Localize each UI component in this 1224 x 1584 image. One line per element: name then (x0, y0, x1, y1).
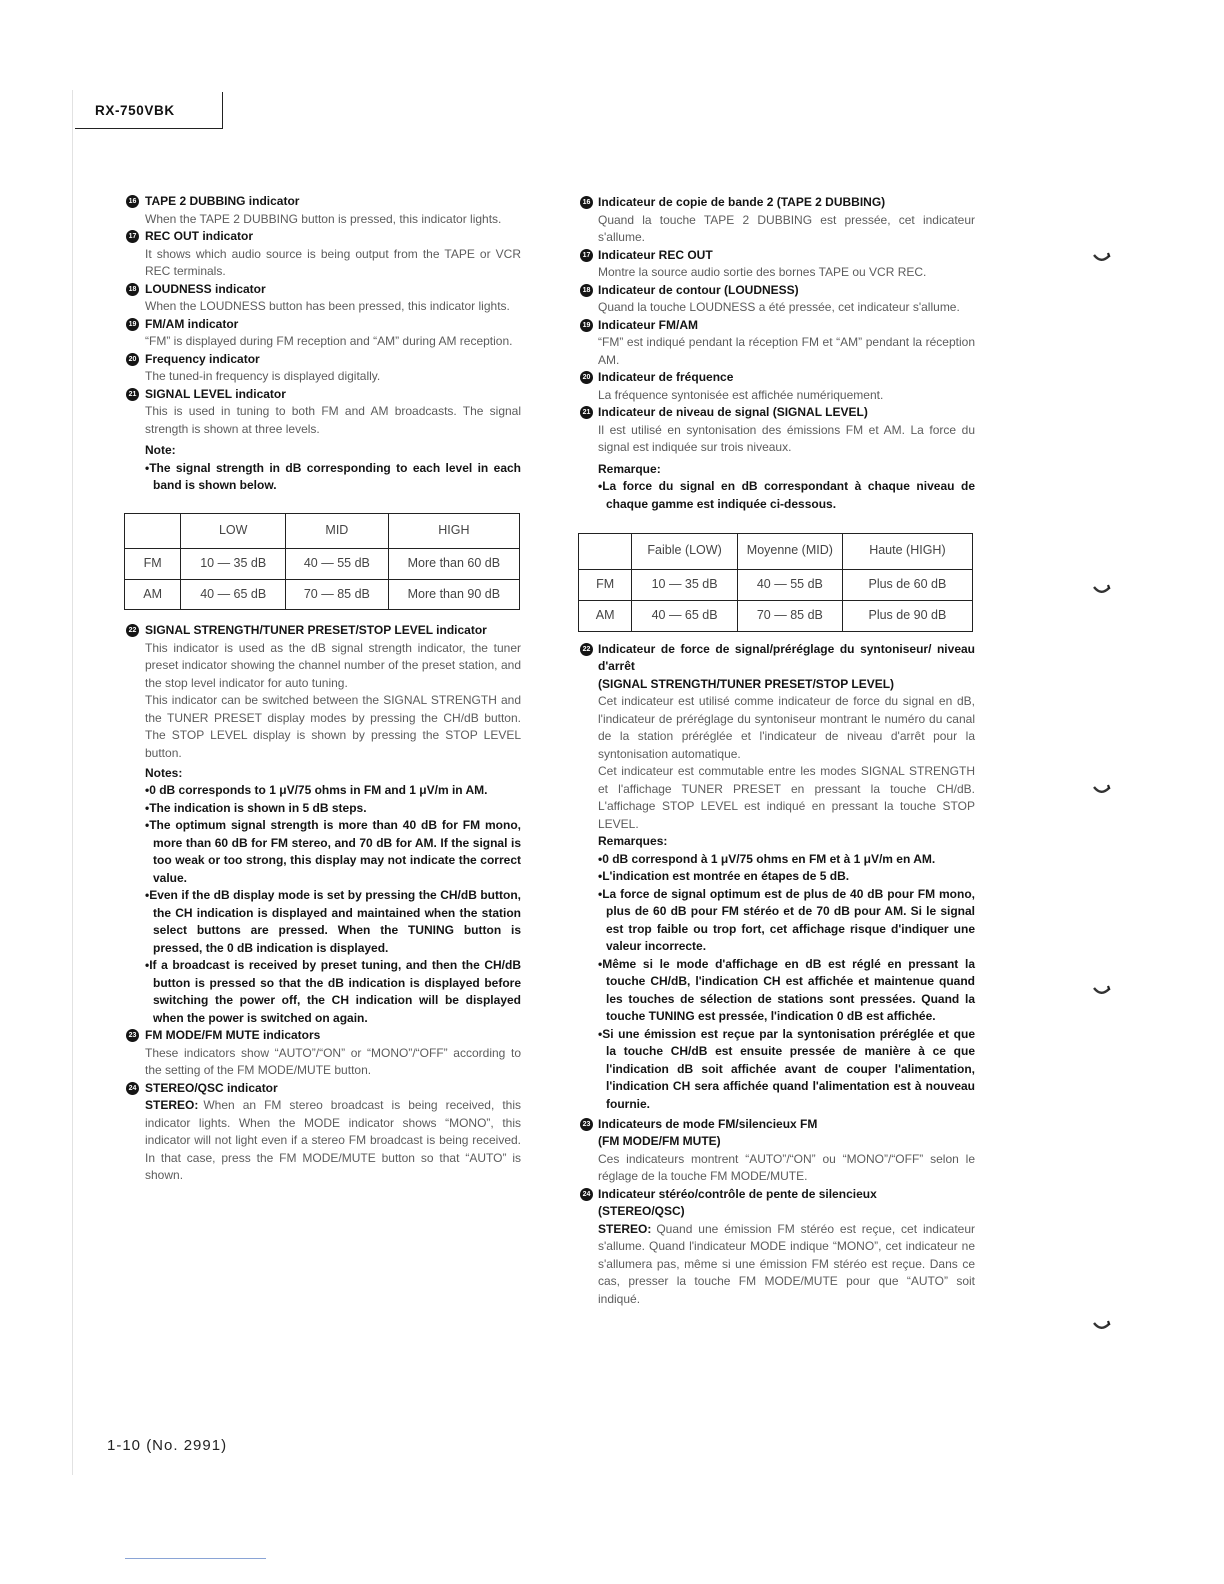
item-22 (128, 622, 521, 1027)
table-row (579, 569, 973, 600)
binder-hole-mark (1092, 784, 1112, 796)
binder-hole-mark (1092, 985, 1112, 997)
page-number: 1-10 (No. 2991) (107, 1437, 228, 1454)
table-row-label: FM (579, 569, 632, 600)
table-corner-cell (579, 533, 632, 569)
table-row-label: AM (579, 600, 632, 631)
english-column (128, 193, 521, 1185)
item-heading (582, 1116, 975, 1134)
item-description: Il est utilisé en syntonisation des émissions FM et AM. La force du signal est indiquée sur trois niveaux. (598, 422, 975, 454)
item-title: SIGNAL LEVEL indicator (145, 386, 286, 401)
table-cell: 40 — 65 dB (181, 580, 286, 610)
item-heading (582, 1186, 975, 1204)
table-row (579, 600, 973, 631)
table-header-cell: HIGH (388, 514, 519, 549)
item-title: FM MODE/FM MUTE indicators (145, 1028, 321, 1042)
signal-level-table (124, 513, 520, 610)
item-description: This indicator is used as the dB signal strength indicator, the tuner preset indicator showing the channel number of the preset station, and the stop level indicator for auto tuning. (145, 640, 521, 690)
table-cell: More than 90 dB (388, 580, 519, 610)
item-description: “FM” is displayed during FM reception and “AM” during AM reception. (145, 334, 513, 348)
table-cell: Plus de 90 dB (842, 600, 972, 631)
item-heading (582, 404, 975, 422)
item-heading (582, 641, 975, 676)
item-description: These indicators show “AUTO”/“ON” or “MONO”/“OFF” according to the setting of the FM MODE/MUTE button. (145, 1045, 521, 1077)
page-edge-rule (72, 90, 73, 1475)
circled-number: 20 (126, 353, 139, 366)
table-row-label: FM (125, 549, 181, 580)
item-20 (128, 351, 521, 386)
table-cell: Plus de 60 dB (842, 569, 972, 600)
item-heading (582, 247, 975, 265)
circled-number: 24 (126, 1082, 139, 1095)
note-bullet: •The optimum signal strength is more than 40 dB for FM mono, more than 60 dB for FM stereo, and 70 dB for AM. If the signal is too weak or too strong, this display may not indicate the correct value. (145, 818, 521, 885)
item-heading (128, 316, 521, 334)
item-subtitle: (SIGNAL STRENGTH/TUNER PRESET/STOP LEVEL) (598, 676, 895, 691)
item-description: La fréquence syntonisée est affichée numériquement. (598, 387, 884, 402)
note-bullet: •If a broadcast is received by preset tuning, and then the CH/dB button is pressed so that the dB indication is displayed before switching the power off, the CH indication will be displayed when the power is switched on again. (145, 958, 521, 1025)
table-cell: 70 — 85 dB (286, 580, 389, 610)
circled-number: 19 (580, 319, 593, 332)
table-header-row (125, 514, 520, 549)
circled-number: 18 (126, 283, 139, 296)
item-title: TAPE 2 DUBBING indicator (145, 194, 300, 208)
item-heading (128, 386, 521, 404)
item-description: Ces indicateurs montrent “AUTO”/“ON” ou “MONO”/“OFF” selon le réglage de la touche FM MODE/MUTE. (598, 1151, 975, 1183)
item-subtitle: (FM MODE/FM MUTE) (598, 1134, 721, 1148)
item-20 (582, 369, 975, 404)
note-bullet: •0 dB corresponds to 1 μV/75 ohms in FM and 1 μV/m in AM. (145, 783, 488, 797)
item-title: SIGNAL STRENGTH/TUNER PRESET/STOP LEVEL indicator (145, 623, 487, 637)
bottom-rule (125, 1558, 266, 1559)
item-title: Indicateur REC OUT (598, 247, 713, 262)
table-corner-cell (125, 514, 181, 549)
item-title: Indicateur de fréquence (598, 370, 734, 384)
item-heading (128, 281, 521, 299)
item-title: Indicateur de contour (LOUDNESS) (598, 282, 799, 297)
circled-number: 18 (580, 284, 593, 297)
note-bullet: •Even if the dB display mode is set by pressing the CH/dB button, the CH indication is displayed and maintained when the station select buttons are pressed. When the TUNING button is pressed, the 0 dB indication is displayed. (145, 888, 521, 955)
item-16 (582, 194, 975, 247)
table-header-cell: Haute (HIGH) (842, 533, 972, 569)
notes-label: Notes: (145, 765, 183, 780)
item-description: This indicator can be switched between the SIGNAL STRENGTH and the TUNER PRESET display modes by pressing the CH/dB button. The STOP LEVEL display is shown by pressing the STOP LEVEL button. (145, 693, 521, 760)
item-title: Indicateur FM/AM (598, 317, 699, 332)
item-description: It shows which audio source is being output from the TAPE or VCR REC terminals. (145, 246, 521, 278)
note-label: Remarque: (598, 461, 661, 476)
signal-level-table (578, 533, 973, 632)
circled-number: 17 (580, 249, 593, 262)
item-description: When the TAPE 2 DUBBING button is pressed, this indicator lights. (145, 211, 502, 226)
item-heading (582, 194, 975, 212)
item-heading (128, 351, 521, 369)
item-heading (128, 1027, 521, 1045)
stereo-text: When an FM stereo broadcast is being received, this indicator lights. When the MODE indicator shows “MONO”, this indicator will not light even if a stereo FM broadcast is being received. In that case, press the FM MODE/MUTE button so that “AUTO” is shown. (145, 1098, 521, 1182)
stereo-label: STEREO: (598, 1221, 652, 1236)
note-bullet: •Si une émission est reçue par la syntonisation préréglée et que la touche CH/dB est ensuite pressée de manière à ce que l'indication dB soit affichée avant de couper l'alimentation, l'indication CH sera affichée quand l'alimentation est à nouveau fournie. (598, 1026, 975, 1111)
item-title: Indicateur de force de signal/préréglage du syntoniseur/ niveau d'arrêt (598, 641, 975, 673)
item-title: Indicateurs de mode FM/silencieux FM (598, 1116, 818, 1131)
item-24 (582, 1186, 975, 1309)
item-23 (582, 1116, 975, 1186)
item-18 (582, 282, 975, 317)
note-bullet: •The signal strength in dB corresponding to each level in each band is shown below. (145, 460, 521, 492)
note-label: Note: (145, 443, 176, 457)
item-description (145, 1097, 521, 1185)
item-title: Indicateur de copie de bande 2 (TAPE 2 DUBBING) (598, 195, 886, 209)
item-17 (128, 228, 521, 281)
item-18 (128, 281, 521, 316)
item-16 (128, 193, 521, 228)
stereo-label: STEREO: (145, 1098, 199, 1112)
table-header-cell: LOW (181, 514, 286, 549)
circled-number: 23 (580, 1118, 593, 1131)
item-description: Cet indicateur est utilisé comme indicateur de force du signal en dB, l'indicateur de préréglage du syntoniseur montrant le numéro du canal de la station préréglée et l'indicateur de niveau d'arrêt pour la syntonisation automatique. (598, 694, 975, 761)
item-description: This is used in tuning to both FM and AM broadcasts. The signal strength is shown at three levels. (145, 404, 521, 436)
table-header-cell: MID (286, 514, 389, 549)
item-title: FM/AM indicator (145, 316, 239, 331)
item-title: STEREO/QSC indicator (145, 1080, 278, 1095)
note-bullet: •L'indication est montrée en étapes de 5 dB. (598, 869, 850, 883)
table-cell: More than 60 dB (388, 549, 519, 580)
circled-number: 22 (580, 643, 593, 656)
circled-number: 22 (126, 624, 139, 637)
table-cell: 10 — 35 dB (181, 549, 286, 580)
table-cell: 70 — 85 dB (737, 600, 842, 631)
binder-hole-mark (1092, 584, 1112, 596)
item-title: Indicateur stéréo/contrôle de pente de silencieux (598, 1186, 877, 1201)
item-heading (128, 1080, 521, 1098)
item-description: When the LOUDNESS button has been pressed, this indicator lights. (145, 299, 510, 313)
item-title: REC OUT indicator (145, 229, 254, 243)
item-19 (582, 317, 975, 370)
item-heading (128, 228, 521, 246)
table-header-cell: Faible (LOW) (632, 533, 738, 569)
circled-number: 24 (580, 1188, 593, 1201)
item-title: Frequency indicator (145, 351, 260, 366)
circled-number: 21 (580, 406, 593, 419)
item-description: Montre la source audio sortie des bornes TAPE ou VCR REC. (598, 265, 927, 279)
item-heading (582, 369, 975, 387)
circled-number: 17 (126, 230, 139, 243)
table-cell: 40 — 55 dB (737, 569, 842, 600)
table-row (125, 549, 520, 580)
item-21 (128, 386, 521, 495)
stereo-text: Quand une émission FM stéréo est reçue, cet indicateur s'allume. Quand l'indicateur MODE indique “MONO”, cet indicateur ne s'allumera pas, même si une émission FM stéréo est reçue. Dans ce cas, presser la touche FM MODE/MUTE pour que “AUTO” soit indiqué. (598, 1221, 975, 1306)
circled-number: 16 (126, 195, 139, 208)
circled-number: 19 (126, 318, 139, 331)
table-cell: 40 — 65 dB (632, 600, 738, 631)
note-bullet: •La force de signal optimum est de plus de 40 dB pour FM mono, plus de 60 dB pour FM stéréo et de 70 dB pour AM. Si le signal est trop faible ou trop fort, cet affichage risque d'indiquer une valeur incorrecte. (598, 886, 975, 953)
circled-number: 16 (580, 196, 593, 209)
model-number: RX-750VBK (95, 103, 175, 118)
item-22 (582, 641, 975, 1114)
table-header-cell: Moyenne (MID) (737, 533, 842, 569)
item-heading (582, 282, 975, 300)
table-header-row (579, 533, 973, 569)
circled-number: 20 (580, 371, 593, 384)
item-description (598, 1221, 975, 1309)
french-column (582, 194, 975, 1308)
item-heading (128, 622, 521, 640)
item-subtitle: (STEREO/QSC) (598, 1204, 685, 1218)
item-title: Indicateur de niveau de signal (SIGNAL LEVEL) (598, 405, 868, 419)
item-24 (128, 1080, 521, 1185)
circled-number: 21 (126, 388, 139, 401)
note-bullet: •La force du signal en dB correspondant à chaque niveau de chaque gamme est indiquée ci-dessous. (598, 479, 975, 511)
table-row-label: AM (125, 580, 181, 610)
item-21 (582, 404, 975, 513)
item-17 (582, 247, 975, 282)
binder-hole-mark (1092, 252, 1112, 264)
table-cell: 10 — 35 dB (632, 569, 738, 600)
notes-label: Remarques: (598, 834, 668, 848)
item-heading (582, 317, 975, 335)
note-bullet: •Même si le mode d'affichage en dB est réglé en pressant la touche CH/dB, l'indication CH est affichée et maintenue quand les touches de sélection de stations sont pressées. Quand la touche TUNING est pressée, l'indication 0 dB est affichée. (598, 956, 975, 1023)
item-23 (128, 1027, 521, 1080)
table-cell: 40 — 55 dB (286, 549, 389, 580)
item-description: Quand la touche TAPE 2 DUBBING est pressée, cet indicateur s'allume. (598, 212, 975, 244)
item-title: LOUDNESS indicator (145, 281, 266, 296)
item-description: Quand la touche LOUDNESS a été pressée, cet indicateur s'allume. (598, 300, 960, 314)
note-bullet: •0 dB correspond à 1 μV/75 ohms en FM et à 1 μV/m en AM. (598, 851, 936, 866)
table-row (125, 580, 520, 610)
note-bullet: •The indication is shown in 5 dB steps. (145, 800, 367, 815)
item-description: Cet indicateur est commutable entre les modes SIGNAL STRENGTH et l'affichage TUNER PRESET en pressant la touche CH/dB. L'affichage STOP LEVEL est indiqué en pressant la touche STOP LEVEL. (598, 764, 975, 831)
item-description: “FM” est indiqué pendant la réception FM et “AM” pendant la réception AM. (598, 335, 975, 367)
item-heading (128, 193, 521, 211)
item-19 (128, 316, 521, 351)
binder-hole-mark (1092, 1320, 1112, 1332)
item-description: The tuned-in frequency is displayed digitally. (145, 369, 381, 383)
circled-number: 23 (126, 1029, 139, 1042)
